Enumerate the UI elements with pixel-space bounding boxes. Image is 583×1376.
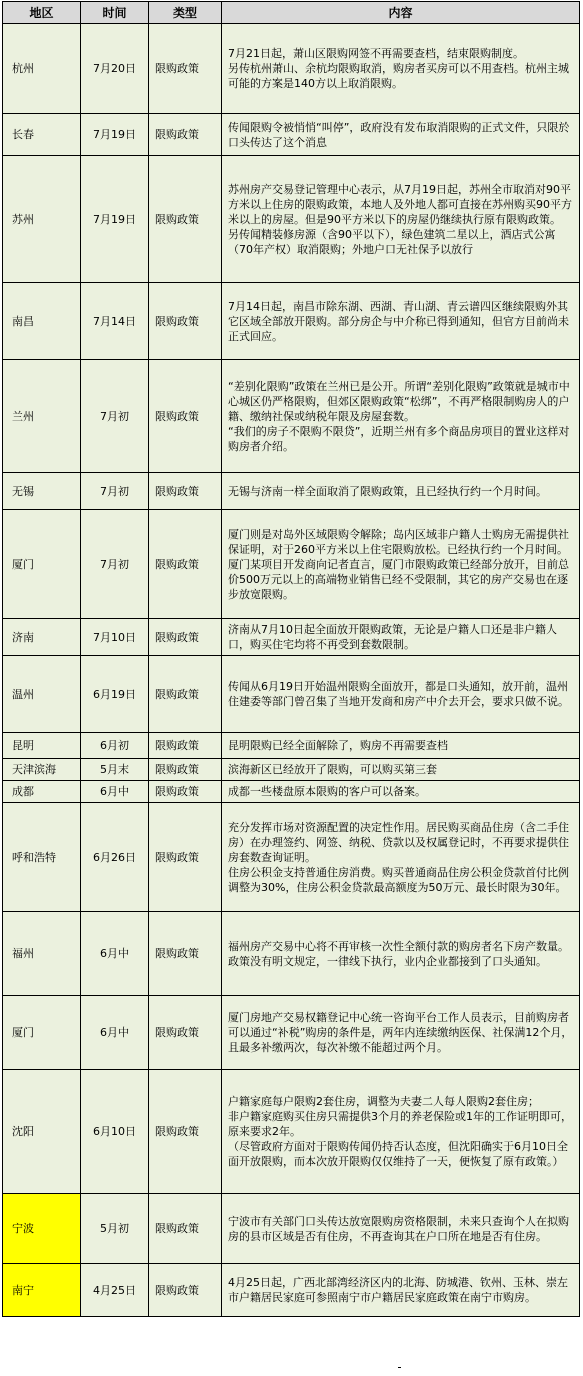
policy-table [2,1,580,1317]
region-cell: 长春 [3,114,81,156]
time-cell: 4月25日 [81,1264,149,1317]
content-paragraph: 成都一些楼盘原本限购的客户可以备案。 [228,785,426,798]
content-paragraph: “差别化限购”政策在兰州已是公开。所谓“差别化限购”政策就是城市中心城区仍严格限购，但郊区限购政策“松绑”，不再严格限制购房人的户籍、缴纳社保或纳税年限及房屋套数。 [228,379,570,423]
time-cell: 7月10日 [81,619,149,656]
time-cell: 5月末 [81,759,149,781]
time-cell: 7月初 [81,360,149,473]
content-paragraph: 非户籍家庭购买住房只需提供3个月的养老保险或1年的工作证明即可，原来要求2年。 [228,1110,572,1138]
header-row [3,2,580,24]
content-paragraph: “我们的房子不限购不限贷”，近期兰州有多个商品房项目的置业这样对购房者介绍。 [228,424,570,453]
table-row [3,619,580,656]
time-cell: 6月初 [81,733,149,759]
type-cell: 限购政策 [149,996,222,1070]
table-row [3,24,580,114]
region-cell: 宁波 [3,1194,81,1264]
header-type: 类型 [149,2,222,24]
content-cell [222,510,580,619]
content-paragraph: 充分发挥市场对资源配置的决定性作用。居民购买商品住房（含二手住房）在办理签约、网签、纳税、贷款以及权属登记时，不再要求提供住房套数查询证明。 [228,820,569,864]
type-cell: 限购政策 [149,912,222,996]
content-paragraph: （尽管政府方面对于限购传闻仍持否认态度，但沈阳确实于6月10日全面开放限购，而本次放开限购仅仅维持了一天，便恢复了原有政策。） [228,1140,568,1168]
time-cell: 6月中 [81,781,149,803]
time-cell: 7月14日 [81,283,149,360]
content-paragraph: 厦门某项目开发商向记者直言，厦门市限购政策已经部分放开，目前总价500万元以上的高端物业销售已经不受限制，其它的房产交易也在逐步放宽限购。 [228,557,569,601]
time-cell: 7月初 [81,510,149,619]
header-time: 时间 [81,2,149,24]
table-row [3,733,580,759]
table-row [3,759,580,781]
content-cell [222,996,580,1070]
type-cell: 限购政策 [149,1264,222,1317]
region-cell: 兰州 [3,360,81,473]
region-cell: 苏州 [3,156,81,283]
content-paragraph: 7月21日起，萧山区限购网签不再需要查档，结束限购制度。 [228,47,524,60]
type-cell: 限购政策 [149,759,222,781]
content-paragraph: 4月25日起，广西北部湾经济区内的北海、防城港、钦州、玉林、崇左市户籍居民家庭可参照南宁市户籍居民家庭政策在南宁市购房。 [228,1276,568,1304]
region-cell: 昆明 [3,733,81,759]
content-paragraph: 无锡与济南一样全面取消了限购政策，且已经执行约一个月时间。 [228,484,547,498]
table-row [3,283,580,360]
region-cell: 沈阳 [3,1070,81,1194]
content-paragraph: 厦门房地产交易权籍登记中心统一咨询平台工作人员表示，目前购房者可以通过“补税”购房的条件是，两年内连续缴纳医保、社保满12个月，且最多补缴两次，每次补缴不能超过两个月。 [228,1011,573,1054]
content-cell [222,1070,580,1194]
type-cell: 限购政策 [149,781,222,803]
content-paragraph: 住房公积金支持普通住房消费。购买普通商品住房公积金贷款首付比例调整为30%，住房公积金贷款最高额度为50万元、最长时限为30年。 [228,865,569,894]
type-cell: 限购政策 [149,510,222,619]
content-paragraph: 传闻限购令被悄悄“叫停”，政府没有发布取消限购的正式文件，只限於口头传达了这个消息 [228,120,570,149]
table-row [3,803,580,912]
content-cell [222,283,580,360]
content-paragraph: 昆明限购已经全面解除了，购房不再需要查档 [228,739,448,752]
table-row [3,1070,580,1194]
region-cell: 呼和浩特 [3,803,81,912]
region-cell: 杭州 [3,24,81,114]
content-paragraph: 传闻从6月19日开始温州限购全面放开，都是口头通知，放开前，温州住建委等部门曾召集了当地开发商和房产中介去开会，要求只做不说。 [228,680,569,708]
content-cell [222,619,580,656]
content-cell [222,360,580,473]
type-cell: 限购政策 [149,619,222,656]
content-paragraph: 滨海新区已经放开了限购，可以购买第三套 [228,763,437,776]
content-cell [222,24,580,114]
table-row [3,656,580,733]
time-cell: 6月10日 [81,1070,149,1194]
content-paragraph: 福州房产交易中心将不再审核一次性全额付款的购房者名下房产数量。政策没有明文规定，一律线下执行，业内企业都接到了口头通知。 [228,939,569,968]
type-cell: 限购政策 [149,803,222,912]
region-cell: 温州 [3,656,81,733]
type-cell: 限购政策 [149,283,222,360]
table-row [3,1194,580,1264]
content-cell [222,114,580,156]
content-paragraph: 另传闻精装修房源（含90平以下），绿色建筑二星以上，酒店式公寓（70年产权）取消限购；外地户口无社保予以放行 [228,227,556,256]
content-paragraph: 苏州房产交易登记管理中心表示，从7月19日起，苏州全市取消对90平方米以上住房的限购政策，本地人及外地人都可直接在苏州购买90平方米以上的房屋。但是90平方米以下的房屋仍继续执行原有限购政策。 [228,182,572,226]
content-cell [222,1194,580,1264]
table-row [3,510,580,619]
content-cell [222,912,580,996]
region-cell: 南昌 [3,283,81,360]
content-cell [222,473,580,510]
region-cell: 厦门 [3,996,81,1070]
table-row [3,114,580,156]
type-cell: 限购政策 [149,733,222,759]
region-cell: 天津滨海 [3,759,81,781]
type-cell: 限购政策 [149,360,222,473]
table-body [3,24,580,1317]
type-cell: 限购政策 [149,1194,222,1264]
content-cell [222,803,580,912]
header-content: 内容 [222,2,580,24]
type-cell: 限购政策 [149,156,222,283]
region-cell: 成都 [3,781,81,803]
time-cell: 6月26日 [81,803,149,912]
content-paragraph: 宁波市有关部门口头传达放宽限购房资格限制，未来只查询个人在拟购房的县市区域是否有住房，不再查询其在户口所在地是否有住房。 [228,1214,569,1243]
type-cell: 限购政策 [149,1070,222,1194]
time-cell: 7月19日 [81,114,149,156]
content-cell [222,781,580,803]
content-paragraph: 户籍家庭每户限购2套住房，调整为夫妻二人每人限购2套住房； [228,1095,539,1108]
type-cell: 限购政策 [149,24,222,114]
region-cell: 无锡 [3,473,81,510]
footer-mark [398,1367,401,1368]
table-row [3,1264,580,1317]
type-cell: 限购政策 [149,473,222,510]
time-cell: 6月19日 [81,656,149,733]
table-row [3,156,580,283]
time-cell: 7月20日 [81,24,149,114]
content-cell [222,1264,580,1317]
content-paragraph: 济南从7月10日起全面放开限购政策，无论是户籍人口还是非户籍人口，购买住宅均将不再受到套数限制。 [228,623,557,651]
content-paragraph: 另传杭州萧山、余杭均限购取消，购房者买房可以不用查档。杭州主城可能的方案是140方以上取消限购。 [228,62,569,90]
table-row [3,781,580,803]
time-cell: 6月中 [81,996,149,1070]
type-cell: 限购政策 [149,656,222,733]
time-cell: 6月中 [81,912,149,996]
table-row [3,912,580,996]
time-cell: 7月19日 [81,156,149,283]
header-region: 地区 [3,2,81,24]
content-paragraph: 7月14日起，南昌市除东湖、西湖、青山湖、青云谱四区继续限购外其它区域全部放开限购。部分房企与中介称已得到通知，但官方目前尚未正式回应。 [228,299,569,343]
region-cell: 济南 [3,619,81,656]
content-cell [222,656,580,733]
time-cell: 7月初 [81,473,149,510]
table-row [3,473,580,510]
table-row [3,996,580,1070]
content-paragraph: 厦门则是对岛外区域限购令解除；岛内区域非户籍人士购房无需提供社保证明，对于260平方米以上住宅限购放松。已经执行约一个月时间。 [228,527,569,556]
table-row [3,360,580,473]
region-cell: 南宁 [3,1264,81,1317]
region-cell: 厦门 [3,510,81,619]
time-cell: 5月初 [81,1194,149,1264]
type-cell: 限购政策 [149,114,222,156]
content-cell [222,156,580,283]
content-cell [222,759,580,781]
content-cell [222,733,580,759]
region-cell: 福州 [3,912,81,996]
